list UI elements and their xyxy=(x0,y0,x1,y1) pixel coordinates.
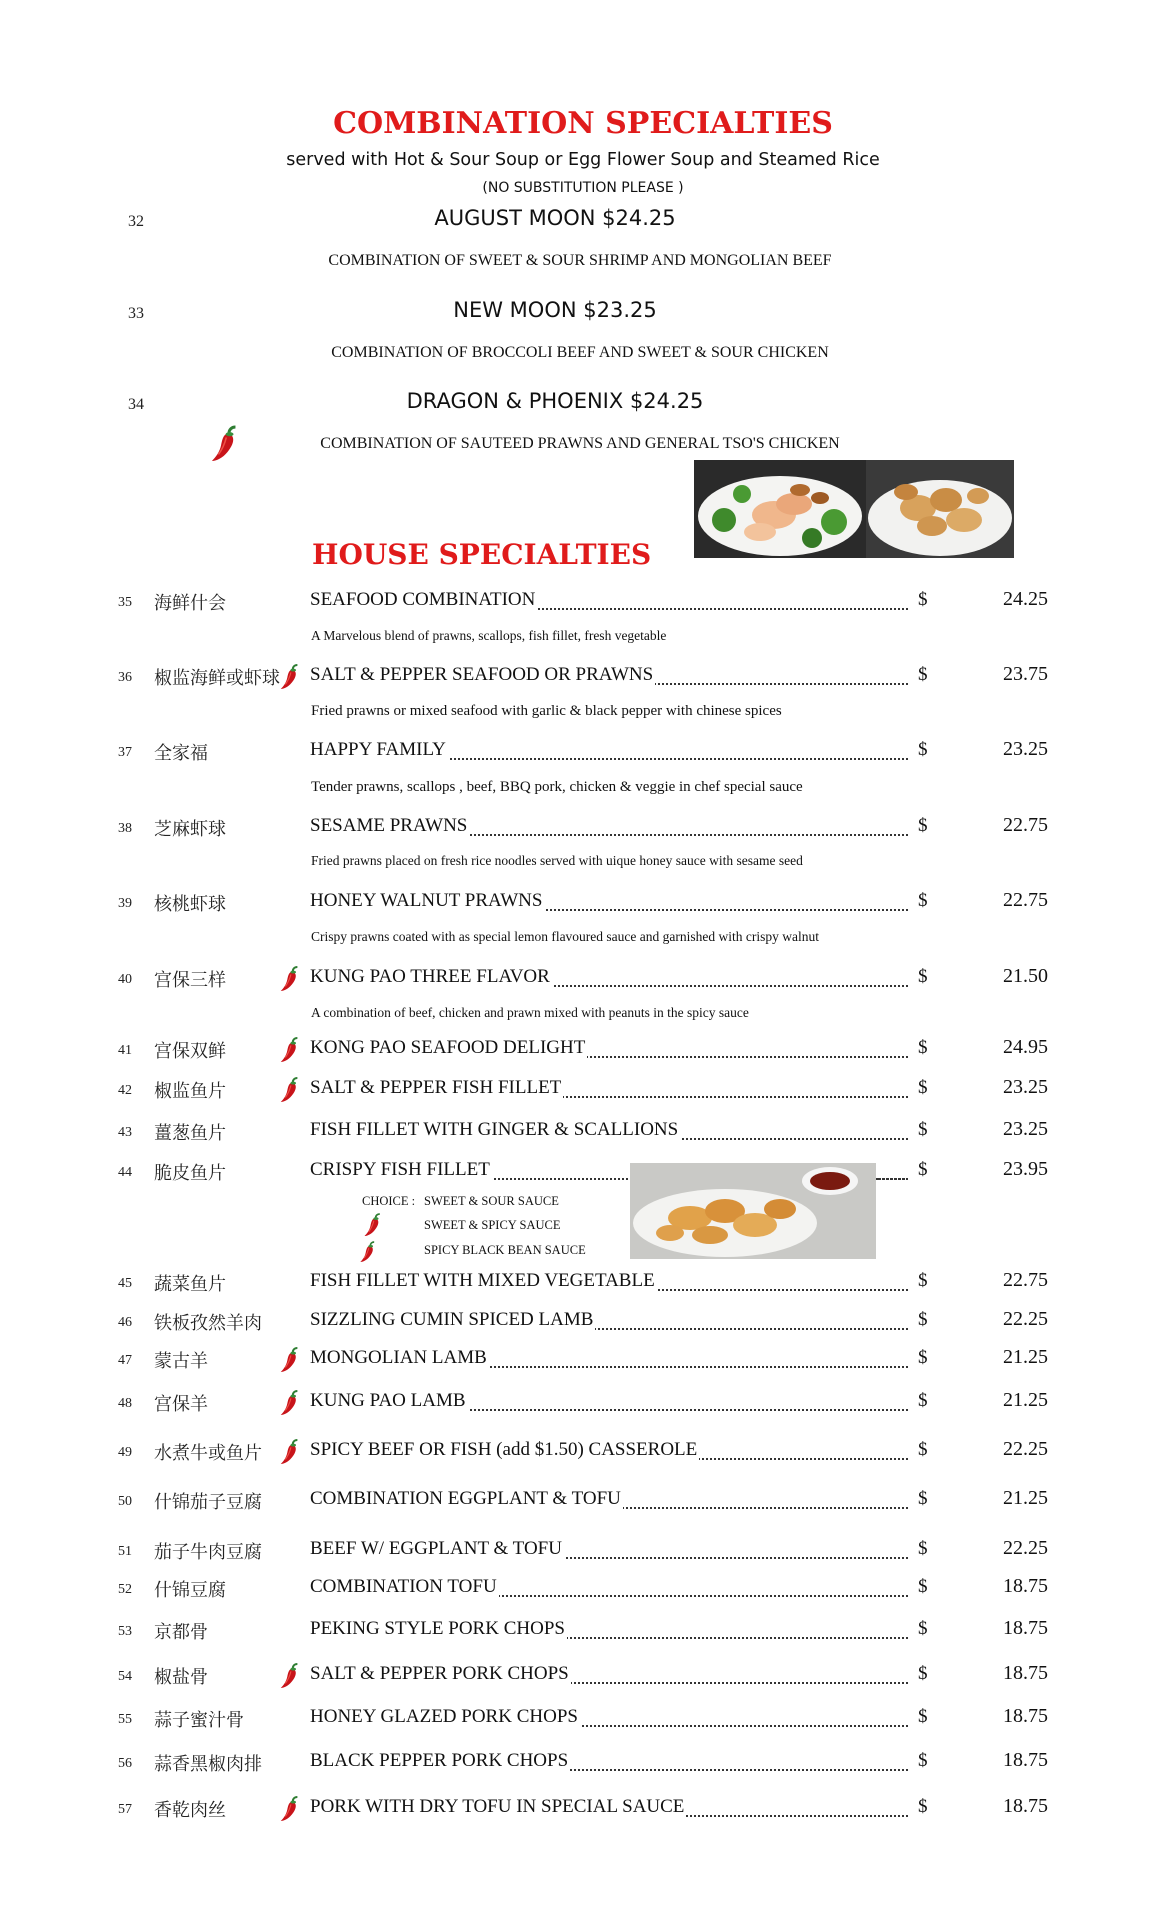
item-price: 18.75 xyxy=(1003,1662,1048,1684)
item-price: 24.25 xyxy=(1003,588,1048,610)
item-price: 18.75 xyxy=(1003,1705,1048,1727)
item-name-line xyxy=(310,1706,908,1732)
item-number: 40 xyxy=(118,972,132,987)
combination-note: (NO SUBSTITUTION PLEASE ) xyxy=(482,180,684,196)
item-name-line xyxy=(310,1037,908,1063)
spicy-pepper-icon xyxy=(278,1662,302,1690)
item-name-line xyxy=(310,1390,908,1416)
house-title: HOUSE SPECIALTIES xyxy=(312,538,652,571)
item-name: AUGUST MOON $24.25 xyxy=(434,206,676,230)
dragon-phoenix-photo-prawns xyxy=(694,460,866,558)
item-name: CRISPY FISH FILLET xyxy=(310,1159,490,1180)
item-name: HAPPY FAMILY xyxy=(310,739,446,760)
item-name-line xyxy=(310,739,908,765)
item-number: 54 xyxy=(118,1669,132,1684)
item-chinese-name: 京都骨 xyxy=(154,1622,208,1643)
item-chinese-name: 椒监鱼片 xyxy=(154,1081,226,1102)
item-name: BLACK PEPPER PORK CHOPS xyxy=(310,1750,569,1771)
item-name-line xyxy=(310,1270,908,1296)
item-number: 46 xyxy=(118,1315,132,1330)
item-description: Crispy prawns coated with as special lemon flavoured sauce and garnished with crispy walnut xyxy=(311,929,819,944)
item-price: 23.25 xyxy=(1003,1118,1048,1140)
item-chinese-name: 蒙古羊 xyxy=(154,1351,208,1372)
item-chinese-name: 宫保三样 xyxy=(154,970,226,991)
choice-option: SWEET & SOUR SAUCE xyxy=(424,1194,559,1208)
choice-option: SPICY BLACK BEAN SAUCE xyxy=(424,1243,586,1257)
item-price: 22.25 xyxy=(1003,1308,1048,1330)
currency-symbol: $ xyxy=(918,1439,928,1460)
item-name: PEKING STYLE PORK CHOPS xyxy=(310,1618,565,1639)
spicy-pepper-icon xyxy=(362,1212,384,1238)
item-chinese-name: 宫保羊 xyxy=(154,1394,208,1415)
spicy-pepper-icon xyxy=(278,1795,302,1823)
dragon-phoenix-photo-chicken xyxy=(866,460,1014,558)
spicy-pepper-icon xyxy=(278,1036,302,1064)
item-name-line xyxy=(310,1119,908,1145)
item-price: 23.75 xyxy=(1003,663,1048,685)
item-name: SIZZLING CUMIN SPICED LAMB xyxy=(310,1309,594,1330)
item-description: A Marvelous blend of prawns, scallops, fish fillet, fresh vegetable xyxy=(311,628,667,643)
combination-title: COMBINATION SPECIALTIES xyxy=(333,106,833,141)
currency-symbol: $ xyxy=(918,589,928,610)
item-name-line xyxy=(310,1309,908,1335)
currency-symbol: $ xyxy=(918,1077,928,1098)
item-price: 22.75 xyxy=(1003,1269,1048,1291)
item-number: 45 xyxy=(118,1276,132,1291)
item-name-line xyxy=(310,1538,908,1564)
spicy-pepper-icon xyxy=(278,1346,302,1374)
item-chinese-name: 全家福 xyxy=(154,743,208,764)
currency-symbol: $ xyxy=(918,1159,928,1180)
item-name: COMBINATION TOFU xyxy=(310,1576,497,1597)
item-number: 36 xyxy=(118,670,132,685)
item-name: SESAME PRAWNS xyxy=(310,815,468,836)
spicy-pepper-icon xyxy=(208,424,242,464)
item-name: SPICY BEEF OR FISH (add $1.50) CASSEROLE xyxy=(310,1439,698,1460)
item-number: 33 xyxy=(128,305,144,322)
spicy-pepper-icon xyxy=(278,965,302,993)
item-price: 22.75 xyxy=(1003,889,1048,911)
item-number: 47 xyxy=(118,1353,132,1368)
item-chinese-name: 铁板孜然羊肉 xyxy=(154,1313,262,1334)
item-name: NEW MOON $23.25 xyxy=(453,298,657,322)
item-price: 22.75 xyxy=(1003,814,1048,836)
combination-subtitle: served with Hot & Sour Soup or Egg Flower Soup and Steamed Rice xyxy=(286,150,880,170)
item-name: FISH FILLET WITH MIXED VEGETABLE xyxy=(310,1270,655,1291)
item-number: 52 xyxy=(118,1582,132,1597)
item-description: COMBINATION OF BROCCOLI BEEF AND SWEET & SOUR CHICKEN xyxy=(331,344,829,361)
item-price: 23.95 xyxy=(1003,1158,1048,1180)
item-name-line xyxy=(310,1488,908,1514)
item-name: SEAFOOD COMBINATION xyxy=(310,589,536,610)
item-name-line xyxy=(310,1796,908,1822)
currency-symbol: $ xyxy=(918,1390,928,1411)
item-number: 42 xyxy=(118,1083,132,1098)
item-name-line xyxy=(310,1750,908,1776)
item-description: Fried prawns placed on fresh rice noodles served with uique honey sauce with sesame seed xyxy=(311,853,803,868)
item-price: 21.25 xyxy=(1003,1346,1048,1368)
item-price: 18.75 xyxy=(1003,1617,1048,1639)
currency-symbol: $ xyxy=(918,1037,928,1058)
currency-symbol: $ xyxy=(918,1309,928,1330)
item-number: 50 xyxy=(118,1494,132,1509)
currency-symbol: $ xyxy=(918,1796,928,1817)
item-name: KUNG PAO LAMB xyxy=(310,1390,466,1411)
item-name: SALT & PEPPER PORK CHOPS xyxy=(310,1663,569,1684)
item-chinese-name: 香乾肉丝 xyxy=(154,1800,226,1821)
currency-symbol: $ xyxy=(918,1750,928,1771)
choice-option: SWEET & SPICY SAUCE xyxy=(424,1218,561,1232)
item-name-line xyxy=(310,1618,908,1644)
item-name-line xyxy=(310,1663,908,1689)
item-name: HONEY WALNUT PRAWNS xyxy=(310,890,543,911)
currency-symbol: $ xyxy=(918,739,928,760)
currency-symbol: $ xyxy=(918,1347,928,1368)
item-number: 34 xyxy=(128,396,144,413)
item-description: Fried prawns or mixed seafood with garlic & black pepper with chinese spices xyxy=(311,703,782,719)
item-number: 48 xyxy=(118,1396,132,1411)
item-chinese-name: 薑葱鱼片 xyxy=(154,1123,226,1144)
item-number: 49 xyxy=(118,1445,132,1460)
currency-symbol: $ xyxy=(918,1576,928,1597)
currency-symbol: $ xyxy=(918,1119,928,1140)
item-name: KUNG PAO THREE FLAVOR xyxy=(310,966,550,987)
currency-symbol: $ xyxy=(918,1618,928,1639)
item-number: 35 xyxy=(118,595,132,610)
currency-symbol: $ xyxy=(918,664,928,685)
item-name-line xyxy=(310,664,908,690)
item-chinese-name: 核桃虾球 xyxy=(154,894,226,915)
item-chinese-name: 脆皮鱼片 xyxy=(154,1163,226,1184)
item-price: 23.25 xyxy=(1003,1076,1048,1098)
spicy-pepper-icon xyxy=(278,663,302,691)
currency-symbol: $ xyxy=(918,1488,928,1509)
item-number: 51 xyxy=(118,1544,132,1559)
item-chinese-name: 蒜子蜜汁骨 xyxy=(154,1710,244,1731)
spicy-pepper-icon xyxy=(278,1389,302,1417)
item-description: COMBINATION OF SWEET & SOUR SHRIMP AND MONGOLIAN BEEF xyxy=(328,252,832,269)
item-description: A combination of beef, chicken and prawn mixed with peanuts in the spicy sauce xyxy=(311,1005,749,1020)
item-chinese-name: 蔬菜鱼片 xyxy=(154,1274,226,1295)
currency-symbol: $ xyxy=(918,815,928,836)
item-name: DRAGON & PHOENIX $24.25 xyxy=(406,389,704,413)
item-chinese-name: 水煮牛或鱼片 xyxy=(154,1443,262,1464)
item-name-line xyxy=(310,890,908,916)
item-name: SALT & PEPPER SEAFOOD OR PRAWNS xyxy=(310,664,654,685)
item-price: 23.25 xyxy=(1003,738,1048,760)
item-number: 43 xyxy=(118,1125,132,1140)
item-chinese-name: 宫保双鲜 xyxy=(154,1041,226,1062)
item-price: 24.95 xyxy=(1003,1036,1048,1058)
item-chinese-name: 什锦豆腐 xyxy=(154,1580,226,1601)
item-name-line xyxy=(310,589,908,615)
item-price: 21.50 xyxy=(1003,965,1048,987)
item-number: 56 xyxy=(118,1756,132,1771)
item-name: BEEF W/ EGGPLANT & TOFU xyxy=(310,1538,562,1559)
crispy-fish-photo xyxy=(630,1163,876,1259)
spicy-pepper-icon xyxy=(278,1076,302,1104)
item-number: 41 xyxy=(118,1043,132,1058)
currency-symbol: $ xyxy=(918,966,928,987)
item-price: 18.75 xyxy=(1003,1749,1048,1771)
currency-symbol: $ xyxy=(918,1663,928,1684)
item-name-line xyxy=(310,1439,908,1465)
item-name-line xyxy=(310,1347,908,1373)
currency-symbol: $ xyxy=(918,890,928,911)
item-price: 18.75 xyxy=(1003,1575,1048,1597)
item-chinese-name: 茄子牛肉豆腐 xyxy=(154,1542,262,1563)
item-price: 21.25 xyxy=(1003,1389,1048,1411)
item-number: 37 xyxy=(118,745,132,760)
item-name-line xyxy=(310,1077,908,1103)
item-chinese-name: 椒盐骨 xyxy=(154,1667,208,1688)
item-chinese-name: 蒜香黑椒肉排 xyxy=(154,1754,262,1775)
item-number: 39 xyxy=(118,896,132,911)
item-price: 22.25 xyxy=(1003,1537,1048,1559)
item-name: PORK WITH DRY TOFU IN SPECIAL SAUCE xyxy=(310,1796,685,1817)
item-chinese-name: 海鲜什会 xyxy=(154,593,226,614)
item-name: COMBINATION EGGPLANT & TOFU xyxy=(310,1488,621,1509)
currency-symbol: $ xyxy=(918,1270,928,1291)
item-chinese-name: 什锦茄子豆腐 xyxy=(154,1492,262,1513)
item-name: KONG PAO SEAFOOD DELIGHT xyxy=(310,1037,586,1058)
spicy-pepper-icon xyxy=(358,1240,378,1264)
item-chinese-name: 椒监海鲜或虾球 xyxy=(154,668,280,689)
item-number: 38 xyxy=(118,821,132,836)
item-name: SALT & PEPPER FISH FILLET xyxy=(310,1077,562,1098)
currency-symbol: $ xyxy=(918,1706,928,1727)
item-description: Tender prawns, scallops , beef, BBQ pork, chicken & veggie in chef special sauce xyxy=(311,779,803,795)
item-name: HONEY GLAZED PORK CHOPS xyxy=(310,1706,578,1727)
item-name: FISH FILLET WITH GINGER & SCALLIONS xyxy=(310,1119,679,1140)
item-number: 57 xyxy=(118,1802,132,1817)
item-name: MONGOLIAN LAMB xyxy=(310,1347,487,1368)
item-number: 53 xyxy=(118,1624,132,1639)
dot-leader xyxy=(876,1159,908,1185)
item-name-line xyxy=(310,966,908,992)
item-chinese-name: 芝麻虾球 xyxy=(154,819,226,840)
item-name-line xyxy=(310,1576,908,1602)
item-description: COMBINATION OF SAUTEED PRAWNS AND GENERAL TSO'S CHICKEN xyxy=(320,435,840,452)
item-number: 44 xyxy=(118,1165,132,1180)
spicy-pepper-icon xyxy=(278,1438,302,1466)
item-price: 21.25 xyxy=(1003,1487,1048,1509)
item-number: 55 xyxy=(118,1712,132,1727)
item-price: 22.25 xyxy=(1003,1438,1048,1460)
item-name-line xyxy=(310,815,908,841)
item-number: 32 xyxy=(128,213,144,230)
choice-label: CHOICE : xyxy=(362,1194,416,1208)
currency-symbol: $ xyxy=(918,1538,928,1559)
item-price: 18.75 xyxy=(1003,1795,1048,1817)
